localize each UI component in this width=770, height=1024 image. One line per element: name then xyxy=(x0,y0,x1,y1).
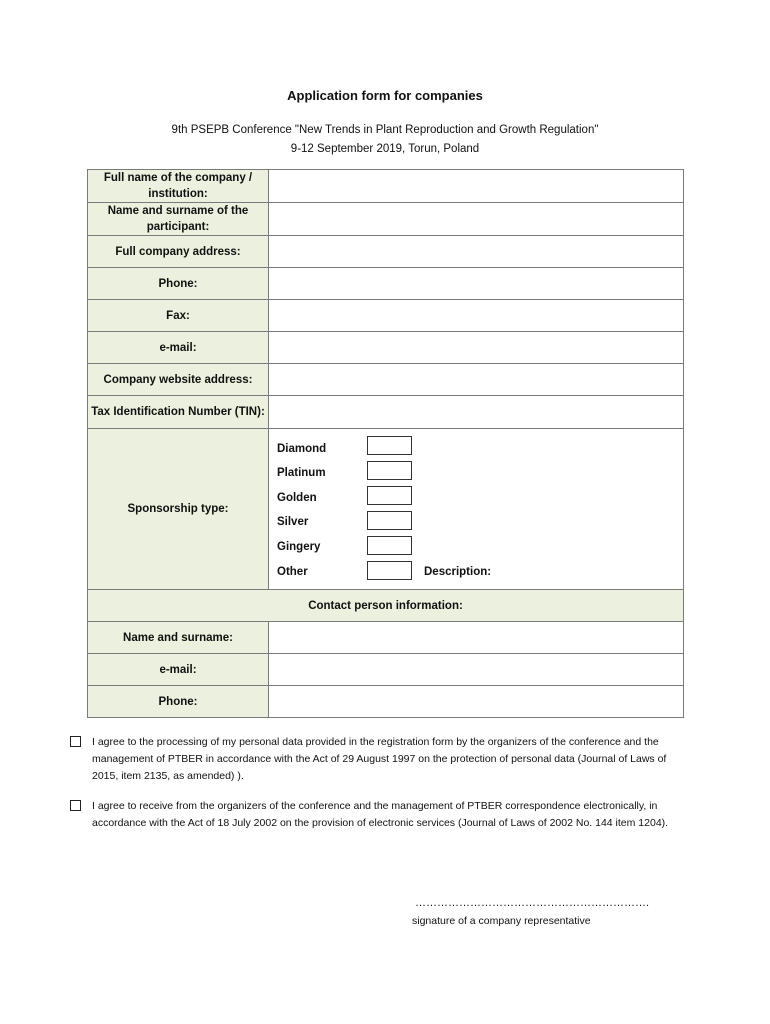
contact-name-field[interactable] xyxy=(269,622,684,654)
signature-label: signature of a company representative xyxy=(412,915,591,927)
website-field[interactable] xyxy=(269,364,684,396)
phone-field[interactable] xyxy=(269,268,684,300)
option-golden-box[interactable] xyxy=(367,486,412,505)
contact-email-label: e-mail: xyxy=(88,654,269,686)
company-address-label: Full company address: xyxy=(88,236,269,268)
row-contact-header xyxy=(88,590,684,622)
fax-field[interactable] xyxy=(269,300,684,332)
row-company-address xyxy=(88,236,684,268)
fax-label: Fax: xyxy=(88,300,269,332)
conference-subtitle xyxy=(0,121,770,159)
email-field[interactable] xyxy=(269,332,684,364)
option-golden-label: Golden xyxy=(277,492,317,504)
row-phone xyxy=(88,268,684,300)
row-fax xyxy=(88,300,684,332)
sponsorship-options xyxy=(269,429,683,589)
row-tin xyxy=(88,396,684,429)
contact-phone-field[interactable] xyxy=(269,686,684,718)
form-title: Application form for companies xyxy=(287,88,483,103)
option-diamond-box[interactable] xyxy=(367,436,412,455)
option-gingery-label: Gingery xyxy=(277,541,321,553)
participant-name-label: Name and surname of the participant: xyxy=(88,203,269,236)
contact-phone-label: Phone: xyxy=(88,686,269,718)
conference-date-place: 9-12 September 2019, Torun, Poland xyxy=(290,143,480,155)
tin-field[interactable] xyxy=(269,396,684,429)
participant-name-field[interactable] xyxy=(269,203,684,236)
row-company-name xyxy=(88,170,684,203)
phone-label: Phone: xyxy=(88,268,269,300)
option-gingery-box[interactable] xyxy=(367,536,412,555)
contact-name-label: Name and surname: xyxy=(88,622,269,654)
option-other-label: Other xyxy=(277,566,308,578)
sponsorship-label: Sponsorship type: xyxy=(88,429,269,590)
row-contact-phone xyxy=(88,686,684,718)
website-label: Company website address: xyxy=(88,364,269,396)
application-table xyxy=(87,169,684,718)
description-label: Description: xyxy=(424,566,492,578)
contact-email-field[interactable] xyxy=(269,654,684,686)
consent-electronic-text: I agree to receive from the organizers of the conference and the management of PTBER correspondence electronically, in accordance with the Act of 18 July 2002 on the provision of electronic services (Journal of Laws of 2002 No. 144 item 1204). xyxy=(92,800,669,829)
consent-data-processing-text: I agree to the processing of my personal data provided in the registration form by the organizers of the conference and the management of PTBER in accordance with the Act of 29 August 1997 on the protection of personal data (Journal of Laws of 2015, item 2135, as amended) ). xyxy=(92,736,667,782)
option-diamond-label: Diamond xyxy=(277,443,327,455)
row-participant-name xyxy=(88,203,684,236)
option-platinum-label: Platinum xyxy=(277,467,326,479)
row-contact-email xyxy=(88,654,684,686)
company-name-label: Full name of the company / institution: xyxy=(88,170,269,203)
option-other-box[interactable] xyxy=(367,561,412,580)
option-platinum-box[interactable] xyxy=(367,461,412,480)
sponsorship-cell xyxy=(269,429,684,590)
row-email xyxy=(88,332,684,364)
conference-name: 9th PSEPB Conference "New Trends in Plant Reproduction and Growth Regulation" xyxy=(171,124,599,136)
contact-header: Contact person information: xyxy=(88,590,684,622)
row-contact-name xyxy=(88,622,684,654)
signature-line: ………………………………………………………. xyxy=(415,897,650,909)
email-label: e-mail: xyxy=(88,332,269,364)
option-silver-label: Silver xyxy=(277,516,309,528)
tin-label: Tax Identification Number (TIN): xyxy=(88,396,269,429)
consent-data-processing-checkbox[interactable] xyxy=(70,736,81,747)
option-silver-box[interactable] xyxy=(367,511,412,530)
consent-electronic-checkbox[interactable] xyxy=(70,800,81,811)
company-name-field[interactable] xyxy=(269,170,684,203)
row-sponsorship xyxy=(88,429,684,590)
row-website xyxy=(88,364,684,396)
company-address-field[interactable] xyxy=(269,236,684,268)
